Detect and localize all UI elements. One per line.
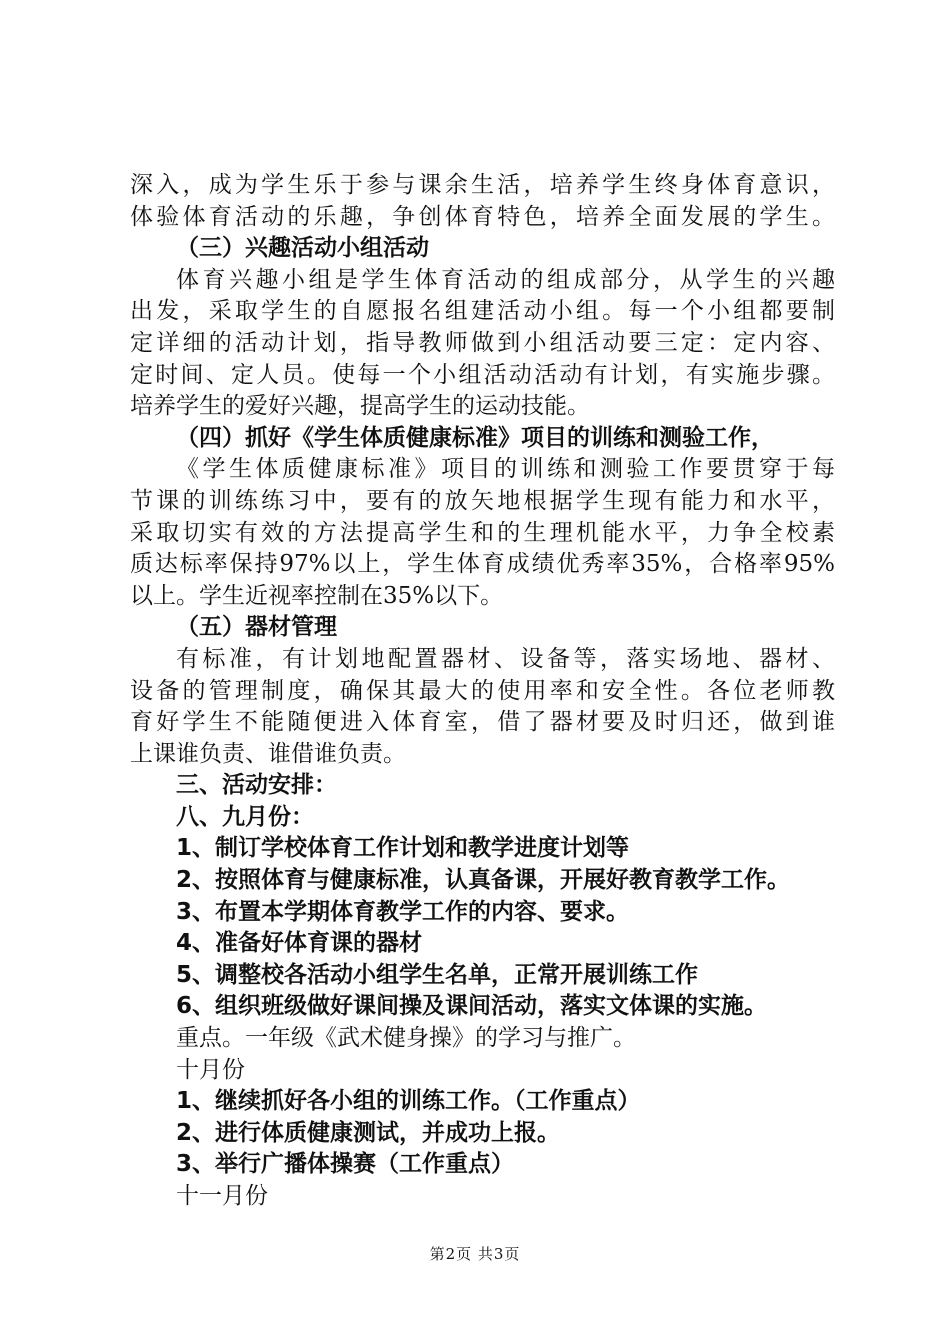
text-line: 设备的管理制度，确保其最大的使用率和安全性。各位老师教 xyxy=(130,677,835,704)
text-line: 采取切实有效的方法提高学生和的生理机能水平，力争全校素 xyxy=(130,519,835,546)
text-line: 出发，采取学生的自愿报名组建活动小组。每一个小组都要制 xyxy=(130,298,835,325)
text-line: 十一月份 xyxy=(176,1183,268,1209)
text-line: （四）抓好《学生体质健康标准》项目的训练和测验工作， xyxy=(176,424,774,451)
text-line: 培养学生的爱好兴趣，提高学生的运动技能。 xyxy=(130,393,590,420)
text-line: 3、布置本学期体育教学工作的内容、要求。 xyxy=(176,898,630,925)
text-line: 体验体育活动的乐趣，争创体育特色，培养全面发展的学生。 xyxy=(130,203,835,230)
text-line: 6、组织班级做好课间操及课间活动，落实文体课的实施。 xyxy=(176,993,768,1020)
text-line: 《学生体质健康标准》项目的训练和测验工作要贯穿于每 xyxy=(176,456,835,483)
document-body xyxy=(130,170,835,1213)
text-line: 以上。学生近视率控制在35%以下。 xyxy=(130,582,504,609)
page-footer: 第2页 共3页 xyxy=(429,1245,521,1263)
text-line: 定详细的活动计划，指导教师做到小组活动要三定：定内容、 xyxy=(130,329,835,356)
text-line: 体育兴趣小组是学生体育活动的组成部分，从学生的兴趣 xyxy=(176,266,835,293)
text-line: 重点。一年级《武术健身操》的学习与推广。 xyxy=(176,1025,636,1052)
text-line: 八、九月份： xyxy=(176,803,314,830)
text-line: 深入，成为学生乐于参与课余生活，培养学生终身体育意识， xyxy=(130,172,835,198)
text-line: 2、按照体育与健康标准，认真备课，开展好教育教学工作。 xyxy=(176,867,791,894)
text-line: 4、准备好体育课的器材 xyxy=(176,930,423,957)
text-line: 三、活动安排： xyxy=(176,772,337,799)
text-line: 十月份 xyxy=(176,1056,245,1083)
text-line: （五）器材管理 xyxy=(176,614,337,641)
text-line: 1、制订学校体育工作计划和教学进度计划等 xyxy=(176,835,630,862)
text-line: 上课谁负责、谁借谁负责。 xyxy=(130,740,406,767)
text-line: 有标准，有计划地配置器材、设备等，落实场地、器材、 xyxy=(176,645,835,672)
text-line: 节课的训练练习中，要有的放矢地根据学生现有能力和水平， xyxy=(130,487,835,514)
text-line: 2、进行体质健康测试，并成功上报。 xyxy=(176,1119,561,1146)
text-line: （三）兴趣活动小组活动 xyxy=(176,235,429,262)
text-line: 育好学生不能随便进入体育室，借了器材要及时归还，做到谁 xyxy=(130,709,835,736)
text-line: 1、继续抓好各小组的训练工作。（工作重点） xyxy=(176,1088,641,1115)
text-line: 定时间、定人员。使每一个小组活动活动有计划，有实施步骤。 xyxy=(130,361,835,388)
text-line: 3、举行广播体操赛（工作重点） xyxy=(176,1151,515,1178)
text-line: 质达标率保持97%以上，学生体育成绩优秀率35%，合格率95% xyxy=(130,551,835,578)
text-line: 5、调整校各活动小组学生名单，正常开展训练工作 xyxy=(176,961,699,988)
